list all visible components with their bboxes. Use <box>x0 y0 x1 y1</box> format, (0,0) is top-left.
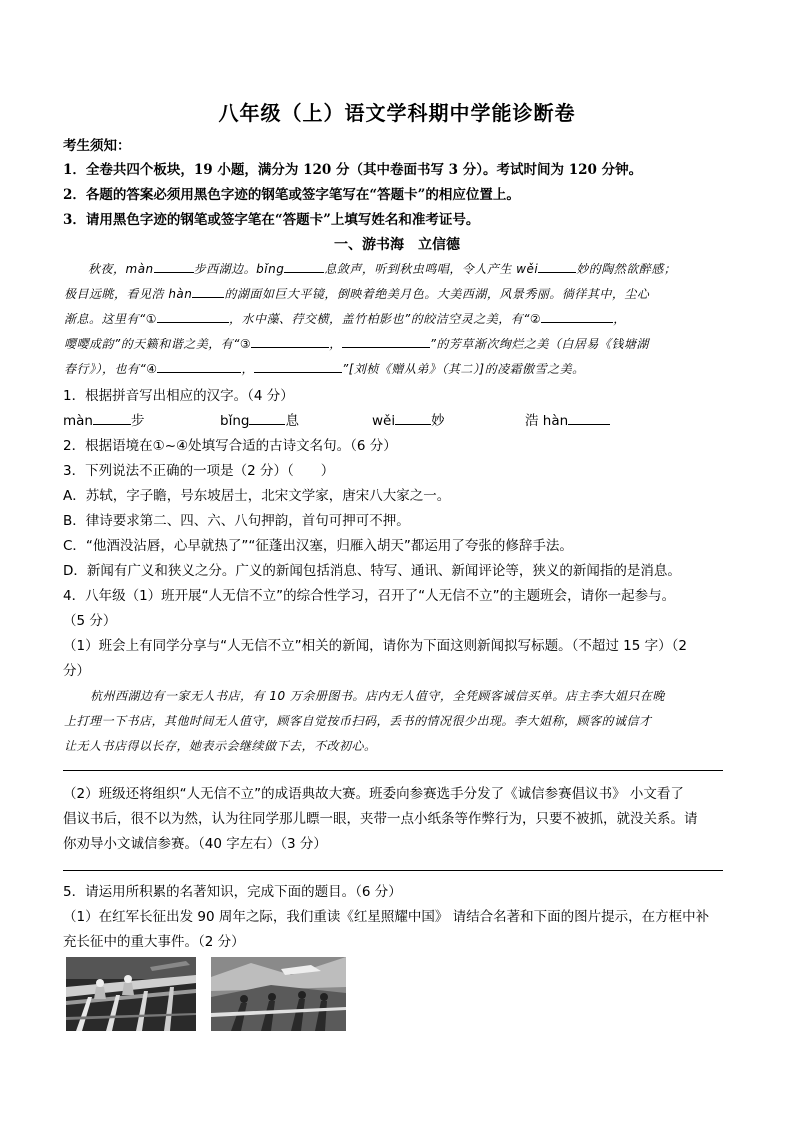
news-line-1: 杭州西湖边有一家无人书店，有 10 万余册图书。店内无人值守，全凭顾客诚信买单。店主李大姐只在晚 <box>90 689 665 703</box>
q3-option-d: D．新闻有广义和狭义之分。广义的新闻包括消息、特写、通讯、新闻评论等，狭义的新闻指的是消息。 <box>63 563 681 579</box>
passage-line-1: 秋夜，màn 步西湖边。bǐng 息敛声，听到秋虫鸣唱，令人产生 wěi 妙的陶然欲醉感； <box>88 262 677 276</box>
answer-line-headline[interactable] <box>63 770 723 771</box>
passage-line-2: 极目远眺，看见浩 hàn 的湖面如巨大平镜，倒映着绝美月色。大美西湖，风景秀丽。徜徉其中，尘心 <box>64 287 650 301</box>
q5-sub1-line-1: （1）在红军长征出发 90 周年之际，我们重读《红星照耀中国》 请结合名著和下面的图片提示，在方框中补 <box>63 909 710 925</box>
question-1: 1．根据拼音写出相应的汉字。（4 分） <box>63 388 294 404</box>
q1-blank[interactable] <box>93 412 131 425</box>
q1-item: màn 步 <box>63 413 145 429</box>
notice-item-1: 1．全卷共四个板块，19 小题，满分为 120 分（其中卷面书写 3 分）。考试时间为 120 分钟。 <box>63 162 643 178</box>
news-line-3: 让无人书店得以长存，她表示会继续做下去，不改初心。 <box>64 739 377 753</box>
blank-han[interactable] <box>192 285 224 298</box>
q5-sub1-line-2: 充长征中的重大事件。（2 分） <box>63 934 245 950</box>
q3-option-a: A．苏轼，字子瞻，号东坡居士，北宋文学家，唐宋八大家之一。 <box>63 488 451 504</box>
news-line-2: 上打理一下书店，其他时间无人值守，顾客自觉按币扫码，丢书的情况很少出现。李大姐称，顾客的诚信才 <box>64 714 652 728</box>
question-5: 5．请运用所积累的名著知识，完成下面的题目。（6 分） <box>63 884 402 900</box>
q3-option-b: B．律诗要求第二、四、六、八句押韵，首句可押可不押。 <box>63 513 410 529</box>
woodcut-bridge-image <box>66 957 196 1031</box>
q1-blank[interactable] <box>568 412 610 425</box>
passage-line-5: 春行》），也有“④ ， ”[刘桢《赠从弟》（其二）]的凌霜傲雪之美。 <box>64 362 585 376</box>
q4-sub1: （1）班会上有同学分享与“人无信不立”相关的新闻，请你为下面这则新闻拟写标题。（不超过 15 字）（2 <box>63 638 687 654</box>
q4-sub2-line-2: 倡议书后，很不以为然，认为往同学那儿瞟一眼，夹带一点小纸条等作弊行为，只要不被抓，就没关系。请 <box>63 811 698 827</box>
q1-item: bǐng 息 <box>220 413 299 429</box>
q3-option-c: C．“他酒没沾唇，心早就热了”“征蓬出汉塞，归雁入胡天”都运用了夸张的修辞手法。 <box>63 538 573 554</box>
blank-3a[interactable] <box>251 335 329 348</box>
woodcut-march-image <box>211 957 346 1031</box>
blank-bing[interactable] <box>284 260 324 273</box>
q1-item: 浩 hàn <box>525 409 610 429</box>
question-4-score: （5 分） <box>63 613 117 629</box>
q4-sub1-score: 分） <box>63 663 90 679</box>
notice-heading: 考生须知： <box>63 138 131 154</box>
blank-4b[interactable] <box>254 360 342 373</box>
passage-line-4: 嘤嘤成韵”的天籁和谐之美，有“③ ， ”的芳草渐次绚烂之美（白居易《钱塘湖 <box>64 337 649 351</box>
question-2: 2．根据语境在①~④处填写合适的古诗文名句。（6 分） <box>63 438 397 454</box>
blank-1[interactable] <box>157 310 229 323</box>
page-title: 八年级（上）语文学科期中学能诊断卷 <box>218 101 576 125</box>
blank-3b[interactable] <box>342 335 430 348</box>
notice-item-2: 2．各题的答案必须用黑色字迹的钢笔或签字笔写在“答题卡”的相应位置上。 <box>63 187 520 203</box>
q4-sub2-line-1: （2）班级还将组织“人无信不立”的成语典故大赛。班委向参赛选手分发了《诚信参赛倡议书》 小文看了 <box>63 786 684 802</box>
q1-blank[interactable] <box>395 412 431 425</box>
question-3: 3．下列说法不正确的一项是（2 分）（ ） <box>63 463 335 479</box>
blank-2[interactable] <box>541 310 613 323</box>
blank-wei[interactable] <box>538 260 576 273</box>
q1-item: wěi 妙 <box>372 413 445 429</box>
blank-4a[interactable] <box>157 360 241 373</box>
question-4: 4．八年级（1）班开展“人无信不立”的综合性学习，召开了“人无信不立”的主题班会，请你一起参与。 <box>63 588 676 604</box>
passage-line-3: 渐息。这里有“① ，水中藻、荇交横，盖竹柏影也”的皎洁空灵之美，有“② ， <box>64 312 626 326</box>
blank-man[interactable] <box>154 260 194 273</box>
notice-item-3: 3．请用黑色字迹的钢笔或签字笔在“答题卡”上填写姓名和准考证号。 <box>63 212 480 228</box>
q4-sub2-line-3: 你劝导小文诚信参赛。（40 字左右）（3 分） <box>63 836 327 852</box>
q1-blank[interactable] <box>249 412 285 425</box>
answer-line-persuade[interactable] <box>63 870 723 871</box>
section-heading: 一、游书海 立信德 <box>334 237 460 253</box>
